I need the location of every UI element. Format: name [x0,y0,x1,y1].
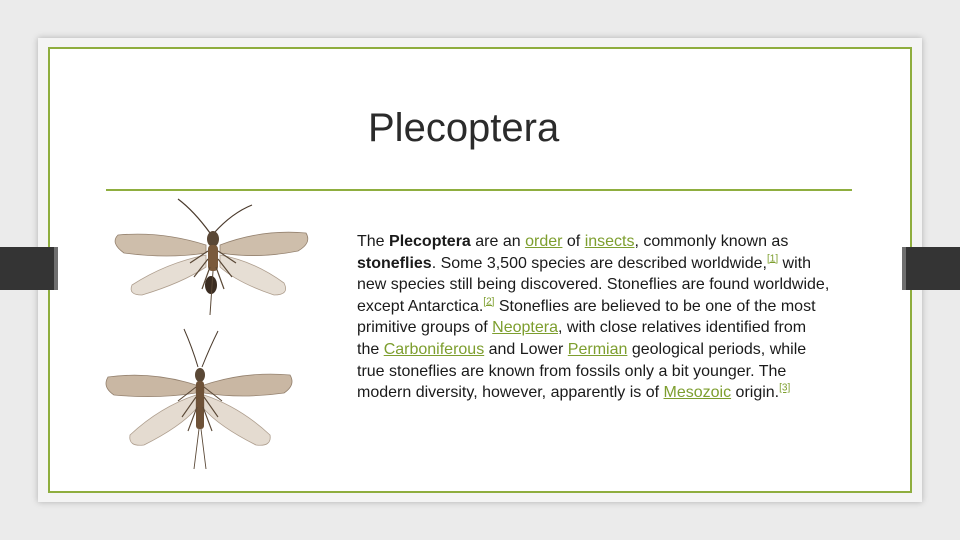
stonefly-photo-2-illustration [102,327,296,472]
citation-link-3[interactable]: [3] [779,382,791,394]
link-insects[interactable]: insects [584,233,635,250]
citation-link-1[interactable]: [1] [766,253,779,265]
text-run: , with close relatives identified from the [357,319,807,358]
right-side-tab [902,247,960,290]
citation-link-2[interactable]: [2] [483,296,495,308]
text-run: Stoneflies are believed to be one of the most primitive groups of [357,297,816,337]
link-mesozoic[interactable]: Mesozoic [663,384,732,402]
text-run: with new species still being discovered. Stoneflies are found worldwide, except Antarctica. [357,254,830,315]
stonefly-photo-2 [102,327,296,472]
link-neoptera[interactable]: Neoptera [492,319,558,337]
left-side-tab [0,247,58,290]
text-run: The [357,233,390,250]
stonefly-photo-1 [102,193,312,319]
bold-term-plecoptera: Plecoptera [389,233,471,250]
title-divider [106,189,852,191]
link-permian[interactable]: Permian [567,340,628,358]
text-run: , commonly known as [634,233,789,250]
text-run: are an [470,233,526,250]
link-carboniferous[interactable]: Carboniferous [383,340,485,358]
text-run: of [562,233,585,250]
bold-term-stoneflies: stoneflies [357,254,432,272]
text-run: and Lower [484,340,568,358]
body-paragraph [357,231,832,404]
text-run: origin. [731,384,780,402]
stonefly-photo-1-illustration [102,193,312,319]
link-order[interactable]: order [525,233,563,250]
text-run: geological periods, while true stoneflies are known from fossils only a bit younger. The modern diversity, however, apparently is of [357,340,807,402]
slide-title: Plecoptera [368,106,560,150]
text-run: . Some 3,500 species are described worldwide, [431,254,767,272]
